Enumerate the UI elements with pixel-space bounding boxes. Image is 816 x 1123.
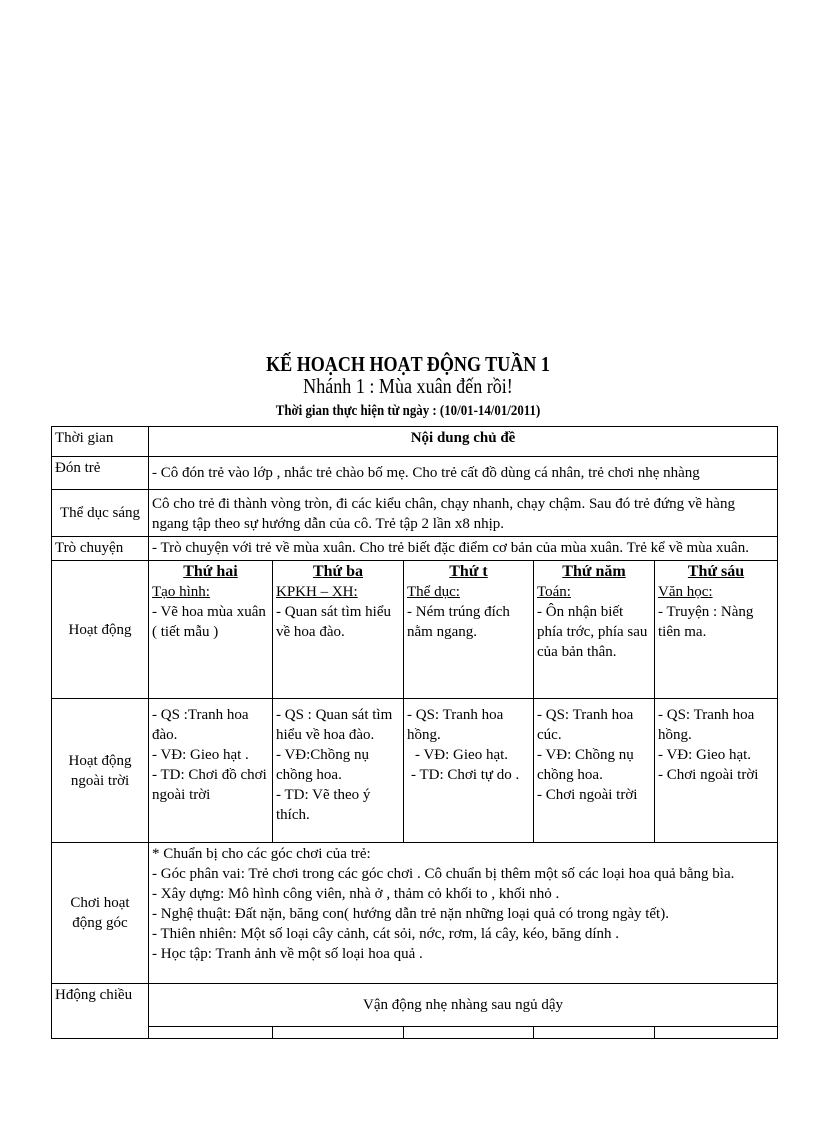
goc-line: - Thiên nhiên: Một số loại cây cảnh, cát sỏi, nớc, rơm, lá cây, kéo, băng dính . [152,926,619,942]
header-row [52,427,778,457]
subject-label: Văn học: [658,584,713,600]
period-text: Thời gian thực hiện từ ngày : (10/01-14/01/2011) [275,403,541,419]
goc-line: - Học tập: Tranh ảnh về một số loại hoa quả . [152,946,423,962]
row-tro-chuyen [52,537,778,561]
branch-title: Nhánh 1 : Mùa xuân đến rồi! [303,374,513,398]
text-tro-chuyen: - Trò chuyện với trẻ về mùa xuân. Cho trẻ biết đặc điểm cơ bản của mùa xuân. Trẻ kể về mùa xuân. [149,537,778,561]
outdoor-cell-thu-hai [149,699,273,843]
outdoor-cell-thu-tu [404,699,534,843]
cut-cell [404,1027,534,1039]
col-content-header: Nội dung chủ đề [149,427,778,457]
outdoor-line: - Chơi ngoài trời [537,787,638,803]
activity-text: - Truyện : Nàng tiên ma. [658,604,754,640]
subject-label: Thể dục: [407,584,460,600]
day-header: Thứ ba [312,563,364,580]
outdoor-cell-thu-ba [273,699,404,843]
day-header: Thứ hai [183,563,238,580]
activity-text: - Ôn nhận biết phía trớc, phía sau của bản thân. [537,604,648,660]
cut-cell [534,1027,655,1039]
outdoor-line: - VĐ: Gieo hạt. [658,747,752,763]
label-goc: Chơi hoạt động góc [52,843,149,984]
cut-cell [273,1027,404,1039]
goc-content [149,843,778,984]
cell-thu-tu [404,561,534,699]
row-don-tre [52,457,778,490]
outdoor-line: - QS :Tranh hoa đào. [152,707,249,743]
subject-label: Toán: [537,584,571,600]
outdoor-line: - VĐ:Chồng nụ chồng hoa. [276,747,370,783]
activity-text: - Quan sát tìm hiểu về hoa đào. [276,604,391,640]
subject-label: Tạo hình: [152,584,210,600]
row-ngoai-troi [52,699,778,843]
outdoor-line: - TD: Vẽ theo ý thích. [276,787,371,823]
cut-cell [655,1027,778,1039]
subject-label: KPKH – XH: [276,584,358,600]
label-don-tre: Đón trẻ [52,457,149,490]
cell-thu-ba [273,561,404,699]
label-the-duc: Thể dục sáng [52,490,149,537]
label-tro-chuyen: Trò chuyện [52,537,149,561]
label-chieu: Hđộng chiều [52,984,149,1039]
outdoor-line: - VĐ: Gieo hạt . [152,747,249,763]
cell-thu-nam [534,561,655,699]
row-cut-off [52,1027,778,1039]
text-don-tre: - Cô đón trẻ vào lớp , nhắc trẻ chào bố mẹ. Cho trẻ cất đồ dùng cá nhân, trẻ chơi nhẹ nhàng [149,457,778,490]
outdoor-line: - TD: Chơi tự do . [411,767,520,783]
cell-thu-sau [655,561,778,699]
label-hoat-dong: Hoạt động [52,561,149,699]
outdoor-line: - QS: Tranh hoa hồng. [658,707,755,743]
row-chieu [52,984,778,1027]
goc-line: - Góc phân vai: Trẻ chơi trong các góc chơi . Cô chuẩn bị thêm một số các loại hoa quả bằng bìa. [152,866,735,882]
day-header: Thứ t [449,563,488,580]
col-time-header: Thời gian [52,427,149,457]
label-ngoai-troi: Hoạt động ngoài trời [52,699,149,843]
goc-line: * Chuẩn bị cho các góc chơi của trẻ: [152,846,371,862]
cut-cell [149,1027,273,1039]
day-header: Thứ sáu [687,563,745,580]
outdoor-line: - QS: Tranh hoa hồng. [407,707,504,743]
outdoor-cell-thu-sau [655,699,778,843]
activity-text: - Vẽ hoa mùa xuân ( tiết mẫu ) [152,604,266,640]
activity-text: - Ném trúng đích nằm ngang. [407,604,510,640]
outdoor-line: - QS : Quan sát tìm hiểu về hoa đào. [276,707,393,743]
goc-line: - Xây dựng: Mô hình công viên, nhà ở , thảm cỏ khối to , khối nhỏ . [152,886,560,902]
outdoor-cell-thu-nam [534,699,655,843]
text-chieu: Vận động nhẹ nhàng sau ngủ dậy [149,984,778,1027]
weekly-plan-table [51,426,778,1039]
row-the-duc [52,490,778,537]
goc-line: - Nghệ thuật: Đất nặn, băng con( hướng dẫn trẻ nặn những loại quả có trong ngày tết). [152,906,669,922]
outdoor-line: - QS: Tranh hoa cúc. [537,707,634,743]
cell-thu-hai [149,561,273,699]
day-header: Thứ năm [562,563,626,580]
row-goc [52,843,778,984]
outdoor-line: - TD: Chơi đồ chơi ngoài trời [152,767,267,803]
row-hoat-dong [52,561,778,699]
plan-title: KẾ HOẠCH HOẠT ĐỘNG TUẦN 1 [266,352,550,376]
outdoor-line: - VĐ: Gieo hạt. [415,747,509,763]
text-the-duc: Cô cho trẻ đi thành vòng tròn, đi các kiểu chân, chạy nhanh, chạy chậm. Sau đó trẻ đứng về hàng ngang tập theo sự hướng dẫn của cô. Trẻ tập 2 lần x8 nhịp. [149,490,778,537]
outdoor-line: - Chơi ngoài trời [658,767,759,783]
outdoor-line: - VĐ: Chồng nụ chồng hoa. [537,747,634,783]
